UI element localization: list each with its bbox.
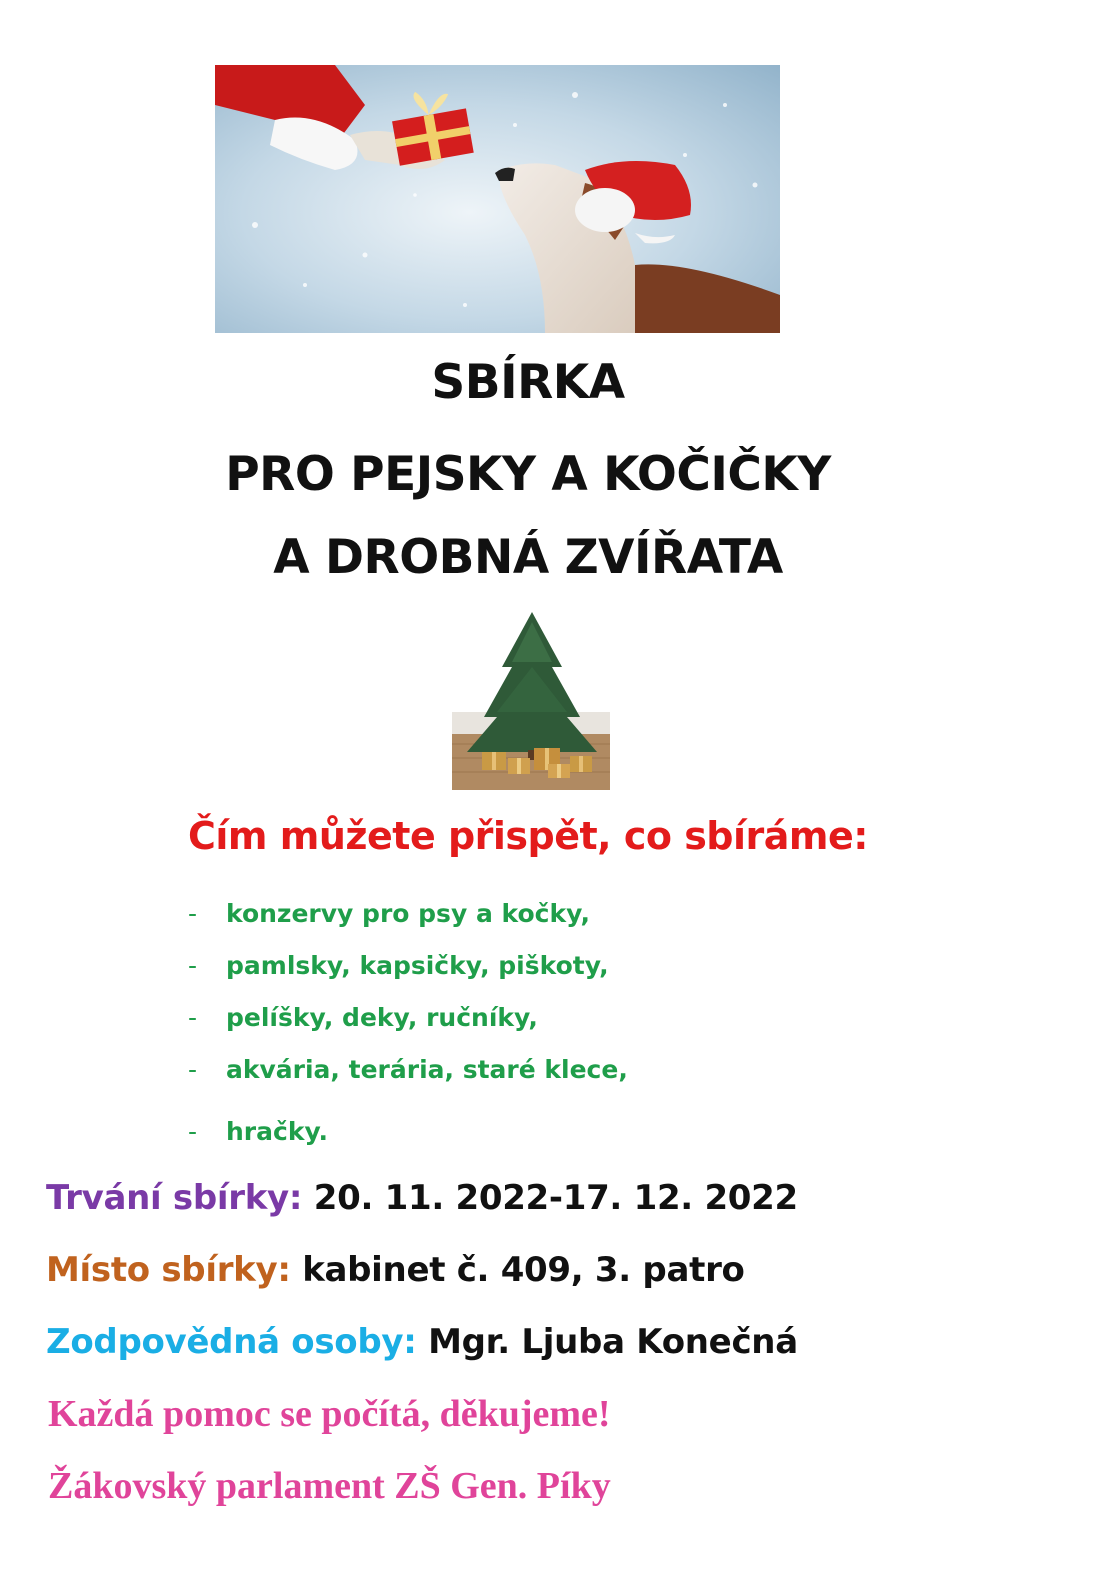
duration-row — [46, 1176, 798, 1220]
list-item-text: hračky. — [226, 1117, 328, 1146]
list-bullet: - — [188, 1055, 198, 1084]
place-value: kabinet č. 409, 3. patro — [290, 1250, 745, 1290]
title-line-2: PRO PEJSKY A KOČIČKY — [225, 447, 831, 502]
list-item — [188, 950, 609, 982]
christmas-tree-icon — [452, 612, 610, 790]
list-item-text: pelíšky, deky, ručníky, — [226, 1003, 538, 1032]
person-row — [46, 1320, 798, 1364]
signature-text: Žákovský parlament ZŠ Gen. Píky — [48, 1465, 611, 1507]
list-item-text: konzervy pro psy a kočky, — [226, 899, 590, 928]
person-value: Mgr. Ljuba Konečná — [416, 1322, 798, 1362]
duration-value: 20. 11. 2022-17. 12. 2022 — [302, 1178, 798, 1218]
list-item — [188, 1002, 538, 1034]
thanks-text: Každá pomoc se počítá, děkujeme! — [48, 1393, 611, 1435]
list-item-text: pamlsky, kapsičky, piškoty, — [226, 951, 609, 980]
list-bullet: - — [188, 899, 198, 928]
place-label: Místo sbírky: — [46, 1250, 291, 1290]
place-row — [46, 1248, 745, 1292]
hero-image — [215, 65, 780, 333]
list-bullet: - — [188, 1117, 198, 1146]
list-bullet: - — [188, 1003, 198, 1032]
person-label: Zodpovědná osoby: — [46, 1322, 417, 1362]
list-item-text: akvária, terária, staré klece, — [226, 1055, 628, 1084]
title-line-3: A DROBNÁ ZVÍŘATA — [273, 530, 783, 585]
collection-heading: Čím můžete přispět, co sbíráme: — [188, 814, 868, 858]
duration-label: Trvání sbírky: — [46, 1178, 303, 1218]
title-line-1: SBÍRKA — [431, 355, 625, 410]
list-item — [188, 1054, 628, 1086]
list-bullet: - — [188, 951, 198, 980]
list-item — [188, 898, 590, 930]
list-item — [188, 1116, 328, 1148]
